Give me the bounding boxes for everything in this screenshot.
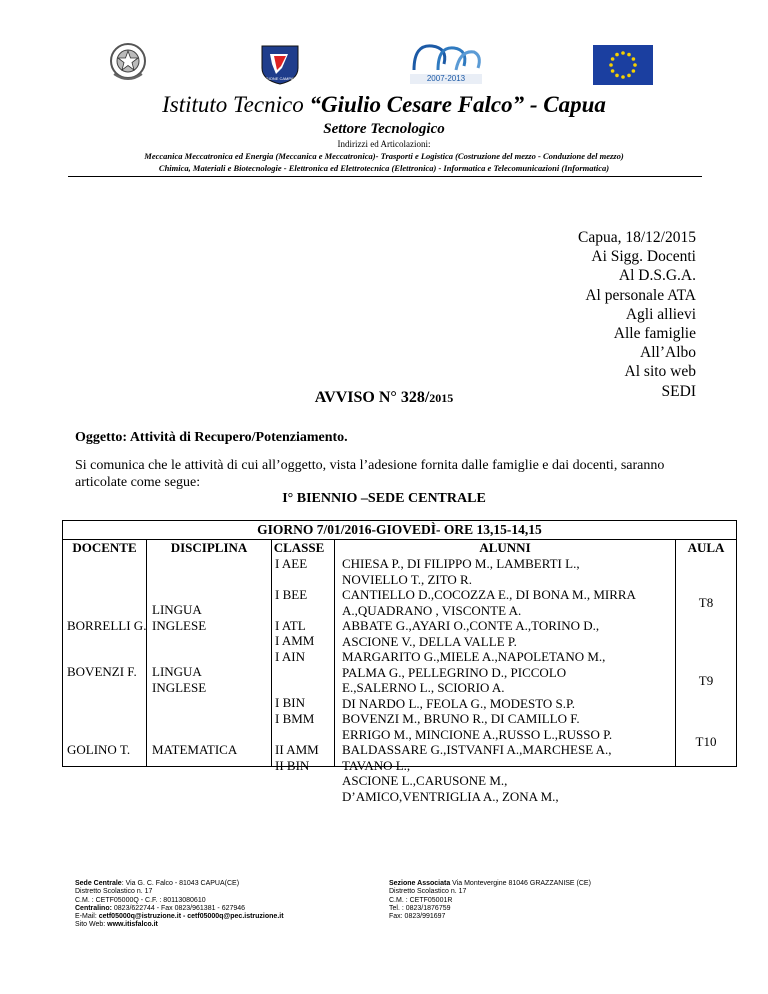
classe-cell: I BMM [275, 711, 315, 726]
alunni-line: ABBATE G.,AYARI O.,CONTE A.,TORINO D., [342, 618, 600, 633]
footer-right [389, 880, 591, 921]
header-divider [68, 176, 702, 177]
footer-email-line [75, 913, 284, 921]
column-divider [146, 539, 147, 766]
footer-email-value[interactable]: cetf05000q@istruzione.it - cetf05000q@pec.istruzione.it [96, 913, 284, 921]
disciplina-cell: MATEMATICA [152, 742, 238, 757]
campania-logo-text: REGIONE CAMPANIA [259, 76, 301, 81]
footer-phone-line [75, 905, 284, 913]
footer-phone-label: Centralino: [75, 904, 112, 912]
alunni-line: PALMA G., PELLEGRINO D., PICCOLO [342, 664, 567, 680]
footer-line: Distretto Scolastico n. 17 [389, 888, 467, 896]
classe-cell: I BIN [275, 695, 305, 710]
footer-web-label: Sito Web: [75, 921, 106, 929]
institute-name: “Giulio Cesare Falco” - Capua [309, 92, 606, 117]
pon-logo [408, 40, 484, 86]
alunni-line: E.,SALERNO L., SCIORIO A. [342, 680, 505, 695]
aula-cell: T8 [698, 595, 714, 610]
date-line: Capua, 18/12/2015 [578, 229, 696, 246]
day-header: GIORNO 7/01/2016-GIOVEDÌ- ORE 13,15-14,15 [257, 522, 542, 537]
alunni-line: A.,QUADRANO , VISCONTE A. [342, 602, 522, 618]
classe-cell: I AMM [275, 633, 315, 648]
disciplina-line: INGLESE [152, 679, 207, 695]
footer-sezione-line [389, 880, 591, 888]
recipient-line: Alle famiglie [613, 325, 696, 343]
alunni-line: BALDASSARE G.,ISTVANFI A.,MARCHESE A., [342, 742, 612, 757]
column-divider [271, 539, 272, 766]
notice-year: 2015 [429, 391, 454, 405]
classe-cell: II AMM [275, 742, 319, 757]
campania-region-logo [258, 42, 302, 86]
indirizzi-line-1: Meccanica Meccatronica ed Energia (Meccanica e Meccatronica)- Trasporti e Logistica (Costruzione del mezzo - Conduzione del mezzo) [144, 151, 624, 161]
footer-sede-line [75, 880, 284, 888]
indirizzi-label: Indirizzi ed Articolazioni: [337, 139, 431, 149]
alunni-line: CHIESA P., DI FILIPPO M., LAMBERTI L., [342, 556, 580, 571]
docente-cell: BORRELLI G. [67, 618, 147, 633]
recipient-line: Al D.S.G.A. [618, 267, 696, 285]
italian-republic-emblem [108, 40, 148, 84]
classe-cell: I BEE [275, 587, 308, 602]
header-aula: AULA [687, 540, 725, 555]
classe-cell: I ATL [275, 618, 306, 633]
subject-line: Oggetto: Attività di Recupero/Potenziamento. [75, 430, 348, 445]
alunni-line: DI NARDO L., FEOLA G., MODESTO S.P. [342, 695, 576, 711]
institute-prefix: Istituto Tecnico [162, 92, 304, 117]
header-docente: DOCENTE [72, 540, 137, 555]
alunni-line: MARGARITO G.,MIELE A.,NAPOLETANO M., [342, 649, 606, 664]
section-heading: I° BIENNIO –SEDE CENTRALE [282, 491, 486, 506]
footer-line: Fax: 0823/991697 [389, 913, 446, 921]
schedule-table [62, 520, 737, 804]
aula-cell: T10 [695, 734, 717, 749]
footer-web-line [75, 921, 284, 929]
recipient-line: SEDI [661, 382, 696, 400]
header-disciplina: DISCIPLINA [170, 540, 248, 555]
pon-year-label: 2007-2013 [426, 74, 466, 83]
footer-web-link[interactable]: www.itisfalco.it [105, 921, 158, 929]
alunni-line: CANTIELLO D.,COCOZZA E., DI BONA M., MIRRA [342, 587, 636, 602]
alunni-list [342, 556, 636, 804]
footer-sezione-value: Via Montevergine 81046 GRAZZANISE (CE) [450, 880, 591, 887]
footer-line: C.M. : CETF05000Q - C.F. : 80113080610 [75, 896, 206, 904]
footer-sezione-label: Sezione Associata [389, 880, 451, 887]
footer-phone-value: 0823/622744 - Fax 0823/961381 - 627946 [111, 904, 246, 912]
footer-left [75, 880, 284, 930]
disciplina-line: LINGUA [152, 602, 202, 617]
column-divider [675, 539, 676, 766]
alunni-line: D’AMICO,VENTRIGLIA A., ZONA M., [342, 788, 559, 804]
intro-paragraph: Si comunica che le attività di cui all’oggetto, vista l’adesione fornita dalle famiglie e dai docenti, saranno articolate come segue: [75, 458, 665, 490]
alunni-line: ASCIONE L.,CARUSONE M., [342, 773, 508, 788]
alunni-line: NOVIELLO T., ZITO R. [342, 571, 472, 587]
header-alunni: ALUNNI [479, 540, 531, 555]
footer-line: C.M. : CETF05001R [389, 896, 453, 904]
column-divider [334, 539, 335, 766]
disciplina-cell [152, 602, 206, 633]
recipient-line: Al sito web [624, 363, 696, 381]
footer-sede-label: Sede Centrale [75, 880, 122, 887]
eu-flag [593, 45, 653, 85]
institute-title [0, 92, 768, 118]
alunni-line: ASCIONE V., DELLA VALLE P. [342, 633, 517, 649]
classe-cell: II BIN [275, 758, 310, 773]
docente-cell: BOVENZI F. [67, 664, 137, 679]
recipient-line: All’Albo [640, 344, 696, 362]
aula-cell: T9 [698, 673, 714, 688]
footer-line: Distretto Scolastico n. 17 [75, 888, 153, 896]
indirizzi-line-2: Chimica, Materiali e Biotecnologie - Elettronica ed Elettrotecnica (Elettronica) - Informatica e Telecomunicazioni (Informatica) [158, 163, 610, 173]
header-classe: CLASSE [273, 540, 325, 555]
sector-title: Settore Tecnologico [323, 121, 445, 137]
notice-label: AVVISO N° 328/ [314, 389, 430, 406]
recipient-line: Al personale ATA [585, 286, 696, 304]
disciplina-line: INGLESE [152, 617, 207, 633]
recipients-block [578, 228, 696, 401]
alunni-line: ERRIGO M., MINCIONE A.,RUSSO L.,RUSSO P. [342, 726, 613, 742]
alunni-line: TAVANO L., [342, 757, 411, 773]
recipient-line: Ai Sigg. Docenti [591, 248, 696, 266]
classe-cell: I AEE [275, 556, 308, 571]
classe-cell: I AIN [275, 649, 305, 664]
disciplina-cell [152, 664, 206, 695]
disciplina-line: LINGUA [152, 664, 202, 679]
docente-cell: GOLINO T. [67, 742, 131, 757]
footer-line: Tel. : 0823/1876759 [389, 904, 451, 912]
footer-email-label: E-Mail: [75, 913, 97, 921]
footer-sede-value: : Via G. C. Falco - 81043 CAPUA(CE) [121, 880, 240, 887]
notice-number [0, 389, 768, 407]
alunni-line: BOVENZI M., BRUNO R., DI CAMILLO F. [342, 711, 580, 726]
recipient-line: Agli allievi [625, 305, 696, 323]
